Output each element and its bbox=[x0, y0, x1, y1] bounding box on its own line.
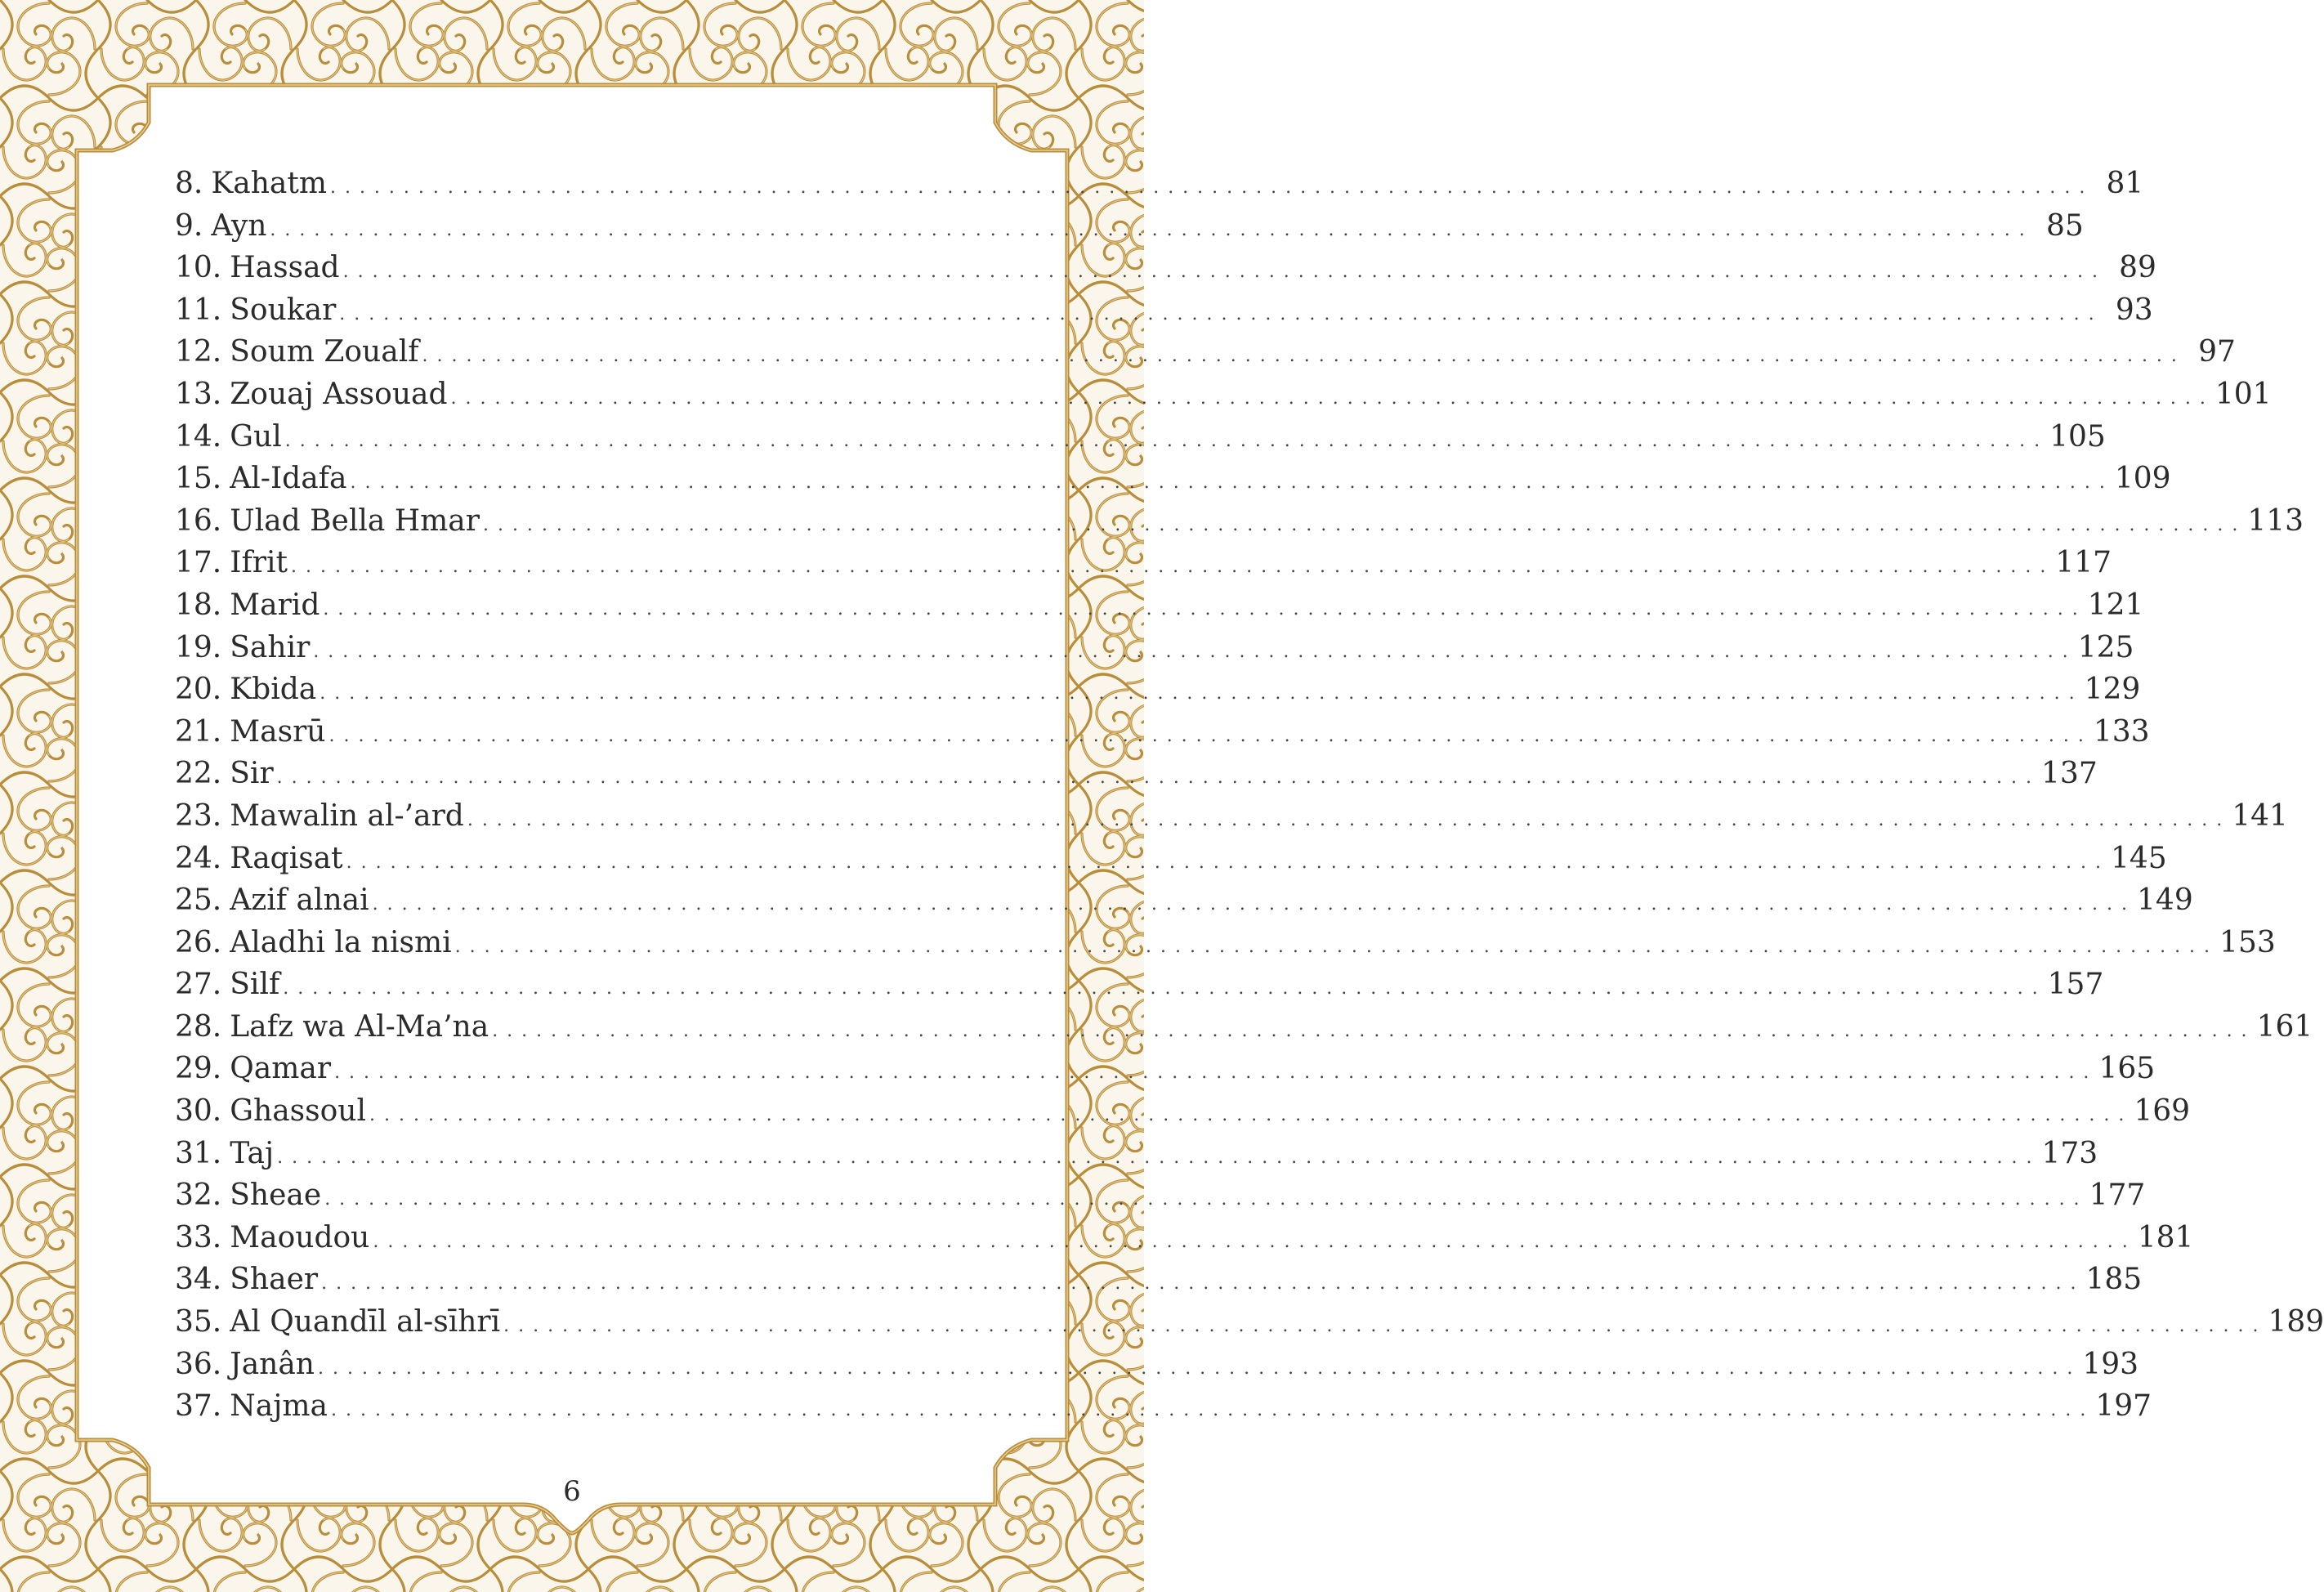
toc-entry-title: Soum Zoualf bbox=[230, 335, 419, 369]
dot-leader: . . . . . . . . . . . . . . . . . . . . . . . . . . . . . . . . . . . . . . . . . . . . . . . . . . . . . . . . . . . . . . . . . . . . . . . . . . . . . . . . . . . . . . . . . . . . . . . . . . . . . . . . . . . . . . . . . . . . . . . . bbox=[313, 641, 2070, 662]
dot-leader: . . . . . . . . . . . . . . . . . . . . . . . . . . . . . . . . . . . . . . . . . . . . . . . . . . . . . . . . . . . . . . . . . . . . . . . . . . . . . . . . . . . . . . . . . . . . . . . . . . . . . . . . . . . . . . . . . . . . . . . . bbox=[276, 767, 2034, 789]
dot-leader: . . . . . . . . . . . . . . . . . . . . . . . . . . . . . . . . . . . . . . . . . . . . . . . . . . . . . . . . . . . . . . . . . . . . . . . . . . . . . . . . . . . . . . . . . . . . . . . . . . . . . . . . . . . . . . . . . . . . . . . . bbox=[323, 598, 2080, 619]
toc-entry-number: 13. bbox=[175, 377, 222, 411]
dot-leader: . . . . . . . . . . . . . . . . . . . . . . . . . . . . . . . . . . . . . . . . . . . . . . . . . . . . . . . . . . . . . . . . . . . . . . . . . . . . . . . . . . . . . . . . . . . . . . . . . . . . . . . . . . . . . . . . . . . . . . . . bbox=[369, 1105, 2126, 1126]
dot-leader: . . . . . . . . . . . . . . . . . . . . . . . . . . . . . . . . . . . . . . . . . . . . . . . . . . . . . . . . . . . . . . . . . . . . . . . . . . . . . . . . . . . . . . . . . . . . . . . . . . . . . . . . . . . . . . . . . . . . . . . . bbox=[291, 557, 2048, 578]
toc-entry bbox=[175, 922, 2276, 964]
dot-leader: . . . . . . . . . . . . . . . . . . . . . . . . . . . . . . . . . . . . . . . . . . . . . . . . . . . . . . . . . . . . . . . . . . . . . . . . . . . . . . . . . . . . . . . . . . . . . . . . . . . . . . . . . . . . . . . . . . . . . . . . bbox=[320, 683, 2076, 704]
table-of-contents bbox=[175, 163, 2324, 1428]
toc-entry-page: 145 bbox=[2111, 841, 2167, 875]
toc-entry-title: Kbida bbox=[230, 673, 317, 707]
toc-entry-title: Ulad Bella Hmar bbox=[230, 503, 480, 538]
toc-entry bbox=[175, 1385, 2152, 1428]
toc-entry-number: 21. bbox=[175, 714, 222, 749]
toc-entry-title: Shaer bbox=[230, 1263, 319, 1297]
dot-leader: . . . . . . . . . . . . . . . . . . . . . . . . . . . . . . . . . . . . . . . . . . . . . . . . . . . . . . . . . . . . . . . . . . . . . . . . . . . . . . . . . . . . . . . . . . . . . . . . . . . . . . . . . . . . . . . . . . . . . . . . bbox=[342, 262, 2099, 283]
toc-entry-page: 121 bbox=[2087, 588, 2144, 622]
toc-entry bbox=[175, 289, 2153, 332]
toc-entry-page: 149 bbox=[2137, 883, 2193, 918]
dot-leader: . . . . . . . . . . . . . . . . . . . . . . . . . . . . . . . . . . . . . . . . . . . . . . . . . . . . . . . . . . . . . . . . . . . . . . . . . . . . . . . . . . . . . . . . . . . . . . . . . . . . . . . . . . . . . . . . . . . . . . . . bbox=[454, 936, 2212, 957]
toc-entry bbox=[175, 458, 2171, 500]
toc-entry-number: 37. bbox=[175, 1389, 222, 1424]
toc-entry bbox=[175, 416, 2106, 458]
toc-entry bbox=[175, 1006, 2313, 1049]
toc-entry-page: 197 bbox=[2095, 1389, 2152, 1424]
toc-entry-number: 22. bbox=[175, 757, 222, 791]
toc-entry bbox=[175, 669, 2141, 711]
dot-leader: . . . . . . . . . . . . . . . . . . . . . . . . . . . . . . . . . . . . . . . . . . . . . . . . . . . . . . . . . . . . . . . . . . . . . . . . . . . . . . . . . . . . . . . . . . . . . . . . . . . . . . . . . . . . . . . . . . . . . . . . bbox=[329, 177, 2087, 198]
toc-entry bbox=[175, 205, 2084, 248]
toc-entry-page: 97 bbox=[2198, 335, 2236, 369]
toc-entry bbox=[175, 584, 2144, 627]
toc-entry bbox=[175, 163, 2144, 205]
dot-leader: . . . . . . . . . . . . . . . . . . . . . . . . . . . . . . . . . . . . . . . . . . . . . . . . . . . . . . . . . . . . . . . . . . . . . . . . . . . . . . . . . . . . . . . . . . . . . . . . . . . . . . . . . . . . . . . . . . . . . . . . bbox=[503, 1316, 2260, 1337]
toc-entry-title: Silf bbox=[230, 968, 280, 1002]
toc-entry-number: 19. bbox=[175, 630, 222, 664]
toc-entry-title: Aladhi la nismi bbox=[230, 925, 452, 959]
dot-leader: . . . . . . . . . . . . . . . . . . . . . . . . . . . . . . . . . . . . . . . . . . . . . . . . . . . . . . . . . . . . . . . . . . . . . . . . . . . . . . . . . . . . . . . . . . . . . . . . . . . . . . . . . . . . . . . . . . . . . . . . bbox=[372, 894, 2130, 915]
toc-entry-page: 177 bbox=[2089, 1178, 2146, 1213]
toc-entry-page: 125 bbox=[2077, 630, 2134, 664]
dot-leader: . . . . . . . . . . . . . . . . . . . . . . . . . . . . . . . . . . . . . . . . . . . . . . . . . . . . . . . . . . . . . . . . . . . . . . . . . . . . . . . . . . . . . . . . . . . . . . . . . . . . . . . . . . . . . . . . . . . . . . . . bbox=[482, 514, 2240, 535]
toc-entry bbox=[175, 1174, 2146, 1217]
toc-entry-title: Hassad bbox=[230, 251, 340, 285]
dot-leader: . . . . . . . . . . . . . . . . . . . . . . . . . . . . . . . . . . . . . . . . . . . . . . . . . . . . . . . . . . . . . . . . . . . . . . . . . . . . . . . . . . . . . . . . . . . . . . . . . . . . . . . . . . . . . . . . . . . . . . . . bbox=[450, 387, 2207, 409]
toc-entry-number: 27. bbox=[175, 968, 222, 1002]
toc-entry bbox=[175, 500, 2304, 543]
toc-entry-title: Kahatm bbox=[211, 167, 327, 200]
toc-entry-page: 141 bbox=[2232, 798, 2288, 833]
toc-entry bbox=[175, 879, 2193, 922]
toc-entry-title: Sahir bbox=[230, 630, 311, 664]
toc-entry-page: 105 bbox=[2049, 419, 2106, 454]
dot-leader: . . . . . . . . . . . . . . . . . . . . . . . . . . . . . . . . . . . . . . . . . . . . . . . . . . . . . . . . . . . . . . . . . . . . . . . . . . . . . . . . . . . . . . . . . . . . . . . . . . . . . . . . . . . . . . . . . . . . . . . . bbox=[283, 978, 2040, 999]
toc-entry bbox=[175, 542, 2112, 584]
toc-entry-title: Sir bbox=[230, 757, 274, 791]
toc-entry-page: 133 bbox=[2093, 714, 2150, 749]
toc-entry-number: 36. bbox=[175, 1347, 222, 1381]
toc-entry-number: 8. bbox=[175, 167, 203, 200]
toc-entry-title: Zouaj Assouad bbox=[230, 377, 448, 411]
toc-entry-page: 81 bbox=[2106, 167, 2144, 200]
toc-entry bbox=[175, 753, 2098, 795]
toc-entry-number: 9. bbox=[175, 208, 203, 243]
dot-leader: . . . . . . . . . . . . . . . . . . . . . . . . . . . . . . . . . . . . . . . . . . . . . . . . . . . . . . . . . . . . . . . . . . . . . . . . . . . . . . . . . . . . . . . . . . . . . . . . . . . . . . . . . . . . . . . . . . . . . . . . bbox=[318, 1357, 2075, 1379]
toc-entry bbox=[175, 838, 2167, 880]
toc-entry-title: Raqisat bbox=[230, 841, 343, 875]
dot-leader: . . . . . . . . . . . . . . . . . . . . . . . . . . . . . . . . . . . . . . . . . . . . . . . . . . . . . . . . . . . . . . . . . . . . . . . . . . . . . . . . . . . . . . . . . . . . . . . . . . . . . . . . . . . . . . . . . . . . . . . . bbox=[331, 1400, 2088, 1421]
toc-entry-page: 113 bbox=[2247, 503, 2304, 538]
dot-leader: . . . . . . . . . . . . . . . . . . . . . . . . . . . . . . . . . . . . . . . . . . . . . . . . . . . . . . . . . . . . . . . . . . . . . . . . . . . . . . . . . . . . . . . . . . . . . . . . . . . . . . . . . . . . . . . . . . . . . . . . bbox=[328, 725, 2085, 746]
toc-entry-page: 185 bbox=[2085, 1263, 2143, 1297]
toc-entry-page: 193 bbox=[2082, 1347, 2139, 1381]
toc-entry-number: 28. bbox=[175, 1009, 222, 1044]
toc-entry-title: Najma bbox=[230, 1389, 328, 1424]
toc-entry-page: 189 bbox=[2268, 1305, 2324, 1339]
toc-entry bbox=[175, 711, 2150, 754]
toc-entry-title: Masrū bbox=[230, 714, 326, 749]
toc-entry-number: 30. bbox=[175, 1094, 222, 1129]
dot-leader: . . . . . . . . . . . . . . . . . . . . . . . . . . . . . . . . . . . . . . . . . . . . . . . . . . . . . . . . . . . . . . . . . . . . . . . . . . . . . . . . . . . . . . . . . . . . . . . . . . . . . . . . . . . . . . . . . . . . . . . . bbox=[346, 852, 2103, 873]
toc-entry-number: 24. bbox=[175, 841, 222, 875]
toc-entry-title: Gul bbox=[230, 419, 282, 454]
page-number: 6 bbox=[563, 1475, 581, 1508]
dot-leader: . . . . . . . . . . . . . . . . . . . . . . . . . . . . . . . . . . . . . . . . . . . . . . . . . . . . . . . . . . . . . . . . . . . . . . . . . . . . . . . . . . . . . . . . . . . . . . . . . . . . . . . . . . . . . . . . . . . . . . . . bbox=[284, 430, 2042, 451]
toc-entry bbox=[175, 331, 2236, 373]
toc-entry bbox=[175, 1048, 2156, 1090]
toc-entry-number: 29. bbox=[175, 1052, 222, 1086]
toc-entry bbox=[175, 795, 2288, 838]
toc-entry bbox=[175, 1301, 2324, 1344]
toc-entry-number: 16. bbox=[175, 503, 222, 538]
dot-leader: . . . . . . . . . . . . . . . . . . . . . . . . . . . . . . . . . . . . . . . . . . . . . . . . . . . . . . . . . . . . . . . . . . . . . . . . . . . . . . . . . . . . . . . . . . . . . . . . . . . . . . . . . . . . . . . . . . . . . . . . bbox=[422, 346, 2179, 367]
toc-entry-number: 25. bbox=[175, 883, 222, 918]
toc-entry-page: 169 bbox=[2134, 1094, 2191, 1129]
toc-entry-number: 32. bbox=[175, 1178, 222, 1213]
toc-entry-page: 137 bbox=[2041, 757, 2098, 791]
toc-entry-number: 15. bbox=[175, 462, 222, 496]
dot-leader: . . . . . . . . . . . . . . . . . . . . . . . . . . . . . . . . . . . . . . . . . . . . . . . . . . . . . . . . . . . . . . . . . . . . . . . . . . . . . . . . . . . . . . . . . . . . . . . . . . . . . . . . . . . . . . . . . . . . . . . . bbox=[492, 1020, 2249, 1041]
dot-leader: . . . . . . . . . . . . . . . . . . . . . . . . . . . . . . . . . . . . . . . . . . . . . . . . . . . . . . . . . . . . . . . . . . . . . . . . . . . . . . . . . . . . . . . . . . . . . . . . . . . . . . . . . . . . . . . . . . . . . . . . bbox=[350, 472, 2107, 494]
dot-leader: . . . . . . . . . . . . . . . . . . . . . . . . . . . . . . . . . . . . . . . . . . . . . . . . . . . . . . . . . . . . . . . . . . . . . . . . . . . . . . . . . . . . . . . . . . . . . . . . . . . . . . . . . . . . . . . . . . . . . . . . bbox=[277, 1147, 2034, 1168]
dot-leader: . . . . . . . . . . . . . . . . . . . . . . . . . . . . . . . . . . . . . . . . . . . . . . . . . . . . . . . . . . . . . . . . . . . . . . . . . . . . . . . . . . . . . . . . . . . . . . . . . . . . . . . . . . . . . . . . . . . . . . . . bbox=[321, 1273, 2078, 1295]
toc-entry bbox=[175, 627, 2134, 669]
dot-leader: . . . . . . . . . . . . . . . . . . . . . . . . . . . . . . . . . . . . . . . . . . . . . . . . . . . . . . . . . . . . . . . . . . . . . . . . . . . . . . . . . . . . . . . . . . . . . . . . . . . . . . . . . . . . . . . . . . . . . . . . bbox=[339, 303, 2096, 324]
toc-entry-title: Mawalin al-’ard bbox=[230, 798, 464, 833]
toc-entry-number: 31. bbox=[175, 1136, 222, 1170]
toc-entry-title: Al Quandīl al-sīhrī bbox=[230, 1305, 501, 1339]
toc-entry-number: 11. bbox=[175, 293, 222, 327]
toc-entry-page: 101 bbox=[2215, 377, 2272, 411]
toc-entry-number: 34. bbox=[175, 1263, 222, 1297]
dot-leader: . . . . . . . . . . . . . . . . . . . . . . . . . . . . . . . . . . . . . . . . . . . . . . . . . . . . . . . . . . . . . . . . . . . . . . . . . . . . . . . . . . . . . . . . . . . . . . . . . . . . . . . . . . . . . . . . . . . . . . . . bbox=[324, 1189, 2081, 1210]
toc-entry-page: 173 bbox=[2041, 1136, 2098, 1170]
toc-entry bbox=[175, 964, 2104, 1006]
toc-entry bbox=[175, 1217, 2194, 1259]
toc-entry-title: Azif alnai bbox=[230, 883, 369, 918]
dot-leader: . . . . . . . . . . . . . . . . . . . . . . . . . . . . . . . . . . . . . . . . . . . . . . . . . . . . . . . . . . . . . . . . . . . . . . . . . . . . . . . . . . . . . . . . . . . . . . . . . . . . . . . . . . . . . . . . . . . . . . . . bbox=[334, 1062, 2091, 1084]
toc-entry-title: Soukar bbox=[230, 293, 337, 327]
toc-entry-title: Taj bbox=[230, 1136, 275, 1170]
dot-leader: . . . . . . . . . . . . . . . . . . . . . . . . . . . . . . . . . . . . . . . . . . . . . . . . . . . . . . . . . . . . . . . . . . . . . . . . . . . . . . . . . . . . . . . . . . . . . . . . . . . . . . . . . . . . . . . . . . . . . . . . bbox=[373, 1231, 2130, 1252]
toc-entry bbox=[175, 1259, 2143, 1301]
toc-entry-title: Janân bbox=[230, 1347, 315, 1381]
toc-entry bbox=[175, 1344, 2139, 1386]
toc-entry-page: 165 bbox=[2098, 1052, 2156, 1086]
toc-entry-page: 181 bbox=[2137, 1220, 2194, 1254]
toc-entry-number: 23. bbox=[175, 798, 222, 833]
toc-entry-title: Maoudou bbox=[230, 1220, 370, 1254]
toc-entry bbox=[175, 1133, 2098, 1175]
toc-entry-page: 109 bbox=[2114, 462, 2171, 496]
toc-entry-number: 18. bbox=[175, 588, 222, 622]
toc-entry-title: Ghassoul bbox=[230, 1094, 366, 1129]
toc-entry-page: 161 bbox=[2256, 1009, 2313, 1044]
toc-entry bbox=[175, 373, 2272, 416]
toc-entry-title: Lafz wa Al-Ma’na bbox=[230, 1009, 489, 1044]
toc-entry-page: 85 bbox=[2045, 208, 2084, 243]
toc-entry-number: 35. bbox=[175, 1305, 222, 1339]
toc-entry-number: 20. bbox=[175, 673, 222, 707]
toc-entry-page: 117 bbox=[2055, 546, 2112, 580]
toc-entry-number: 14. bbox=[175, 419, 222, 454]
toc-entry bbox=[175, 247, 2156, 289]
toc-entry-title: Ifrit bbox=[230, 546, 288, 580]
toc-entry-page: 157 bbox=[2047, 968, 2104, 1002]
dot-leader: . . . . . . . . . . . . . . . . . . . . . . . . . . . . . . . . . . . . . . . . . . . . . . . . . . . . . . . . . . . . . . . . . . . . . . . . . . . . . . . . . . . . . . . . . . . . . . . . . . . . . . . . . . . . . . . . . . . . . . . . bbox=[270, 219, 2027, 240]
toc-entry-page: 129 bbox=[2084, 673, 2141, 707]
toc-entry-page: 89 bbox=[2119, 251, 2156, 285]
toc-entry-title: Al-Idafa bbox=[230, 462, 347, 496]
toc-entry-title: Ayn bbox=[211, 208, 267, 243]
toc-entry-number: 17. bbox=[175, 546, 222, 580]
toc-entry-page: 93 bbox=[2115, 293, 2153, 327]
toc-entry-title: Qamar bbox=[230, 1052, 332, 1086]
toc-entry-title: Marid bbox=[230, 588, 320, 622]
toc-entry bbox=[175, 1090, 2191, 1133]
toc-entry-number: 10. bbox=[175, 251, 222, 285]
toc-entry-number: 12. bbox=[175, 335, 222, 369]
toc-entry-number: 33. bbox=[175, 1220, 222, 1254]
toc-entry-number: 26. bbox=[175, 925, 222, 959]
toc-entry-page: 153 bbox=[2219, 925, 2276, 959]
toc-entry-title: Sheae bbox=[230, 1178, 322, 1213]
dot-leader: . . . . . . . . . . . . . . . . . . . . . . . . . . . . . . . . . . . . . . . . . . . . . . . . . . . . . . . . . . . . . . . . . . . . . . . . . . . . . . . . . . . . . . . . . . . . . . . . . . . . . . . . . . . . . . . . . . . . . . . . bbox=[467, 809, 2224, 830]
